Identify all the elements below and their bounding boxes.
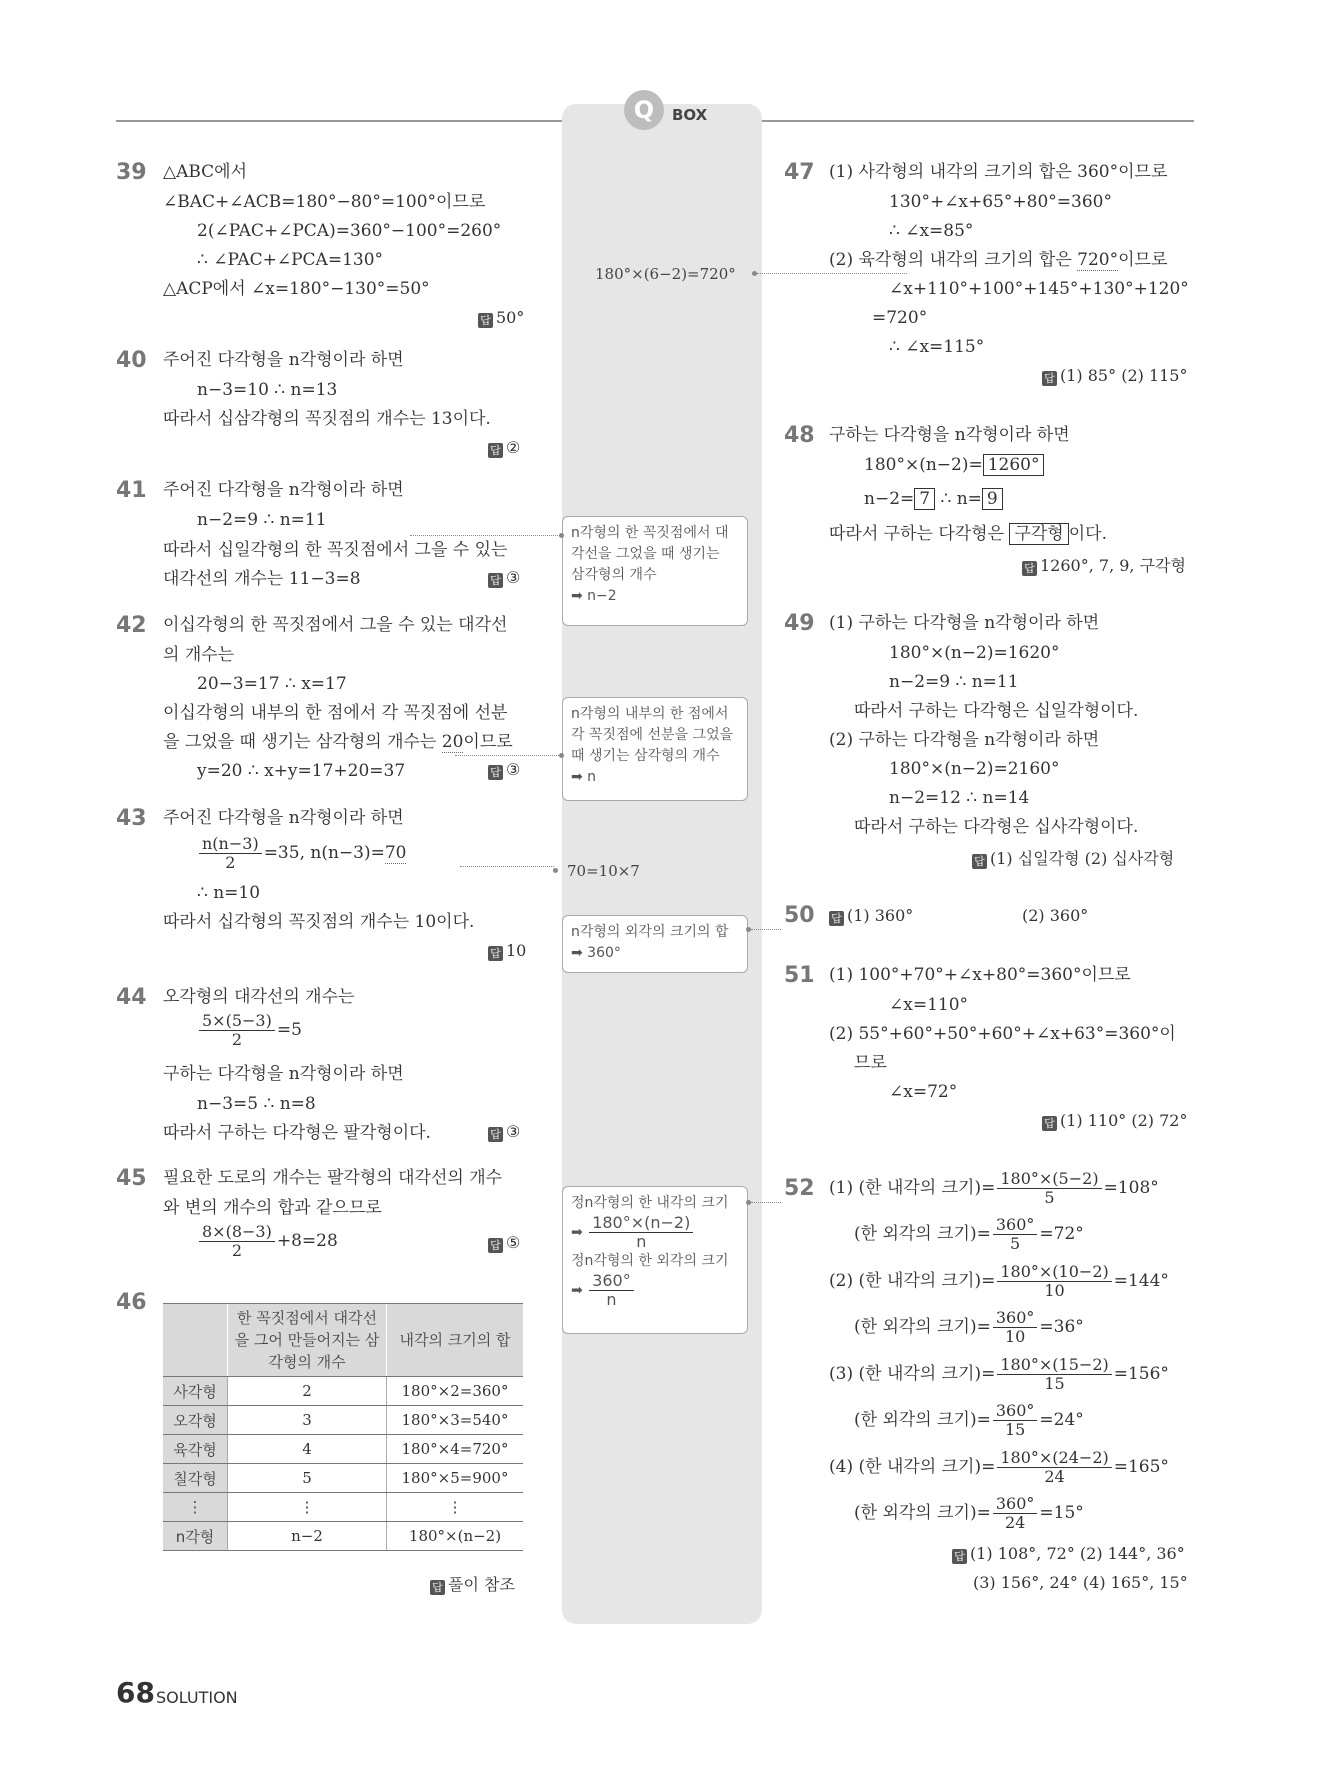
table-cell: 2: [228, 1377, 387, 1406]
solution-line: $\frac{8\times(8-3)}{2}$ +8=28: [197, 1223, 338, 1260]
solution-line: 따라서 십일각형의 한 꼭짓점에서 그을 수 있는: [163, 540, 508, 560]
problem-number: 41: [116, 478, 147, 503]
problem-number: 51: [784, 963, 815, 988]
table-cell: 180°×(n−2): [387, 1522, 524, 1551]
leader-line: [410, 535, 560, 536]
answer: 답 (1) 360°: [829, 906, 913, 926]
answer: 답 50°: [478, 308, 524, 328]
solution-line: 의 개수는: [163, 645, 235, 665]
answer: 답 1260°, 7, 9, 구각형: [1022, 553, 1186, 576]
fraction: $\frac{180^\circ\times(n-2)}{n}$: [589, 1214, 693, 1251]
table-header-row: [163, 1304, 523, 1377]
table-cell: 5: [228, 1464, 387, 1493]
solution-line: 따라서 십각형의 꼭짓점의 개수는 10이다.: [163, 912, 475, 932]
table-cell: 칠각형: [163, 1464, 228, 1493]
table-cell: 180°×4=720°: [387, 1435, 524, 1464]
table-row: [163, 1406, 523, 1435]
problem-number: 48: [784, 423, 815, 448]
tip-box: n각형의 내부의 한 점에서 각 꼭짓점에 선분을 그었을 때 생기는 삼각형의 개수 ➡ n: [562, 697, 748, 801]
answer: 답 (1) 85° (2) 115°: [1042, 366, 1187, 386]
answer: 답 10: [488, 941, 526, 961]
answer-mark-icon: 답: [1022, 561, 1037, 576]
leader-line: [757, 273, 907, 274]
answer-mark-icon: 답: [488, 573, 503, 588]
solution-line: 따라서 구하는 다각형은 구각형 이다.: [829, 524, 1107, 544]
problem-number: 42: [116, 613, 147, 638]
tip-box: n각형의 한 꼭짓점에서 대 각선을 그었을 때 생기는 삼각형의 개수 ➡ n−2: [562, 516, 748, 626]
solution-line: 따라서 구하는 다각형은 팔각형이다.: [163, 1123, 431, 1143]
answer: 답 (1) 110° (2) 72°: [1042, 1111, 1187, 1131]
table-cell: 육각형: [163, 1435, 228, 1464]
solution-line: $\frac{5\times(5-3)}{2}$ =5: [197, 1012, 302, 1049]
table-cell: n각형: [163, 1522, 228, 1551]
leader-line: [460, 866, 554, 867]
footer-label: SOLUTION: [156, 1688, 238, 1707]
answer-mark-icon: 답: [430, 1580, 445, 1595]
fraction: $\frac{5\times(5-3)}{2}$: [199, 1012, 275, 1049]
solution-line: (한 외각의 크기)= $\frac{360^\circ}{24}$ =15°: [854, 1494, 1084, 1532]
solution-line: $\frac{n(n-3)}{2}$ =35, n(n−3)=70: [197, 835, 406, 872]
blank-box: 7: [914, 488, 935, 510]
blank-box: 9: [982, 488, 1003, 510]
solution-line: 주어진 다각형을 n각형이라 하면: [163, 808, 404, 828]
solution-line: 130°+∠x+65°+80°=360°: [889, 192, 1112, 212]
solution-line: 이십각형의 한 꼭짓점에서 그을 수 있는 대각선: [163, 615, 508, 635]
problem-number: 50: [784, 903, 815, 928]
fraction: $\frac{8\times(8-3)}{2}$: [199, 1223, 275, 1260]
table-cell: ⋮: [163, 1493, 228, 1522]
leader-line: [455, 755, 559, 756]
solution-line: 20−3=17 ∴ x=17: [197, 674, 347, 694]
problem-number: 39: [116, 160, 147, 185]
answer-mark-icon: 답: [829, 911, 844, 926]
table-cell: ⋮: [387, 1493, 524, 1522]
solution-line: 주어진 다각형을 n각형이라 하면: [163, 480, 404, 500]
answer-mark-icon: 답: [952, 1549, 967, 1564]
blank-box: 구각형: [1009, 523, 1068, 545]
leader-dot: [553, 868, 558, 873]
answer-mark-icon: 답: [478, 313, 493, 328]
answer: 답 ②: [488, 438, 520, 458]
answer: 답 풀이 참조: [430, 1572, 515, 1595]
answer-mark-icon: 답: [488, 765, 503, 780]
qbox-badge: Q: [624, 90, 664, 130]
fraction: $\frac{360^\circ}{5}$: [993, 1216, 1038, 1253]
page-number: 68: [116, 1676, 155, 1709]
solution-line: 오각형의 대각선의 개수는: [163, 987, 355, 1007]
problem-number: 43: [116, 806, 147, 831]
solution-line: (4) (한 내각의 크기)= $\frac{180^\circ\times(24-2)}{24}$ =165°: [829, 1448, 1169, 1486]
solution-line: n−3=5 ∴ n=8: [197, 1094, 316, 1114]
solution-line: (2) (한 내각의 크기)= $\frac{180^\circ\times(10-2)}{10}$ =144°: [829, 1262, 1169, 1300]
table-cell: 4: [228, 1435, 387, 1464]
solution-line: 180°×(n−2)=1620°: [889, 643, 1060, 663]
fraction: $\frac{180^\circ\times(5-2)}{5}$: [997, 1170, 1101, 1207]
answer: 답 ③: [488, 760, 520, 780]
answer-part: (3) 156°, 24° (4) 165°, 15°: [973, 1573, 1188, 1592]
table-header: 한 꼭짓점에서 대각선을 그어 만들어지는 삼각형의 개수: [228, 1304, 387, 1377]
solution-line: 2(∠PAC+∠PCA)=360°−100°=260°: [197, 221, 502, 241]
table-cell: 오각형: [163, 1406, 228, 1435]
answer: 답 (1) 십일각형 (2) 십사각형: [972, 846, 1174, 869]
problem-number: 46: [116, 1290, 147, 1315]
solution-line: (1) (한 내각의 크기)= $\frac{180^\circ\times(5-2)}{5}$ =108°: [829, 1169, 1159, 1207]
solution-line: ∠x+110°+100°+145°+130°+120°: [889, 279, 1189, 299]
solution-line: ∴ ∠x=115°: [889, 337, 985, 357]
solution-line: ∴ n=10: [197, 883, 261, 903]
table-row: [163, 1377, 523, 1406]
fraction: $\frac{360^\circ}{10}$: [993, 1309, 1038, 1346]
solution-line: 대각선의 개수는 11−3=8: [163, 569, 361, 589]
solution-line: (1) 100°+70°+∠x+80°=360°이므로: [829, 965, 1131, 985]
fraction: $\frac{180^\circ\times(15-2)}{15}$: [997, 1356, 1111, 1393]
leader-line: [751, 1202, 781, 1203]
solution-line: (한 외각의 크기)= $\frac{360^\circ}{5}$ =72°: [854, 1215, 1084, 1253]
solution-line: n−2=9 ∴ n=11: [889, 672, 1019, 692]
leader-dot: [559, 753, 564, 758]
solution-line: n−2= 7 ∴ n= 9: [864, 488, 1003, 510]
table-row: [163, 1522, 523, 1551]
leader-line: [751, 929, 781, 930]
solution-line: 므로: [854, 1053, 887, 1073]
table-header: [163, 1304, 228, 1377]
underlined-term: 70: [384, 843, 407, 863]
solution-line: ∴ ∠PAC+∠PCA=130°: [197, 250, 384, 270]
solution-line: 따라서 구하는 다각형은 십사각형이다.: [854, 817, 1139, 837]
fraction: $\frac{180^\circ\times(10-2)}{10}$: [997, 1263, 1111, 1300]
underlined-term: 720°: [1077, 250, 1119, 270]
table-cell: 사각형: [163, 1377, 228, 1406]
solution-line: 구하는 다각형을 n각형이라 하면: [163, 1064, 404, 1084]
problem-number: 49: [784, 611, 815, 636]
header-rule-left: [116, 120, 562, 122]
table-row: [163, 1464, 523, 1493]
answer: 답 (1) 108°, 72° (2) 144°, 36°: [952, 1544, 1185, 1564]
solution-line: 이십각형의 내부의 한 점에서 각 꼭짓점에 선분: [163, 703, 508, 723]
solution-line: ∠x=110°: [889, 995, 969, 1015]
solution-line: ∠x=72°: [889, 1082, 958, 1102]
margin-note: 70=10×7: [567, 862, 640, 880]
solution-line: △ACP에서 ∠x=180°−130°=50°: [163, 279, 430, 299]
tip-box: n각형의 외각의 크기의 합 ➡ 360°: [562, 915, 748, 973]
solution-line: y=20 ∴ x+y=17+20=37: [197, 761, 406, 781]
fraction: $\frac{360^\circ}{n}$: [589, 1272, 634, 1309]
fraction: $\frac{360^\circ}{24}$: [993, 1495, 1038, 1532]
table-cell: 180°×2=360°: [387, 1377, 524, 1406]
fraction: $\frac{360^\circ}{15}$: [993, 1402, 1038, 1439]
solution-line: 180°×(n−2)= 1260°: [864, 454, 1044, 476]
solution-line: =720°: [872, 308, 928, 328]
tip-box: 정n각형의 한 내각의 크기 ➡ $\frac{180^\circ\times(n-2)}{n}$ 정n각형의 한 외각의 크기 ➡ $\frac{360^\circ}{n}$: [562, 1186, 748, 1334]
solution-line: (2) 구하는 다각형을 n각형이라 하면: [829, 730, 1100, 750]
solution-line: n−2=9 ∴ n=11: [197, 510, 327, 530]
solution-line: 와 변의 개수의 합과 같으므로: [163, 1198, 382, 1218]
answer-mark-icon: 답: [488, 946, 503, 961]
margin-note: 180°×(6−2)=720°: [595, 265, 736, 283]
answer-mark-icon: 답: [972, 854, 987, 869]
solution-line: (2) 55°+60°+50°+60°+∠x+63°=360°이: [829, 1024, 1176, 1044]
problem-number: 45: [116, 1166, 147, 1191]
answer-mark-icon: 답: [1042, 1116, 1057, 1131]
solution-line: (2) 육각형의 내각의 크기의 합은 720°이므로: [829, 250, 1168, 270]
solution-line: 주어진 다각형을 n각형이라 하면: [163, 350, 404, 370]
solution-line: 을 그었을 때 생기는 삼각형의 개수는 20이므로: [163, 732, 513, 752]
table-cell: 180°×5=900°: [387, 1464, 524, 1493]
solution-line: (1) 구하는 다각형을 n각형이라 하면: [829, 613, 1100, 633]
solution-line: 따라서 십삼각형의 꼭짓점의 개수는 13이다.: [163, 409, 491, 429]
table-cell: ⋮: [228, 1493, 387, 1522]
solution-line: n−2=12 ∴ n=14: [889, 788, 1030, 808]
solution-line: △ABC에서: [163, 162, 248, 182]
header-rule-right: [762, 120, 1194, 122]
answer-mark-icon: 답: [488, 443, 503, 458]
table-cell: n−2: [228, 1522, 387, 1551]
table-header: 내각의 크기의 합: [387, 1304, 524, 1377]
solution-line: 따라서 구하는 다각형은 십일각형이다.: [854, 701, 1139, 721]
answer: 답 ③: [488, 568, 520, 588]
solution-line: ∠BAC+∠ACB=180°−80°=100°이므로: [163, 192, 486, 212]
solution-line: (1) 사각형의 내각의 크기의 합은 360°이므로: [829, 162, 1168, 182]
solution-line: (한 외각의 크기)= $\frac{360^\circ}{15}$ =24°: [854, 1401, 1084, 1439]
problem-number: 44: [116, 985, 147, 1010]
answer-mark-icon: 답: [488, 1238, 503, 1253]
answer-mark-icon: 답: [1042, 371, 1057, 386]
solution-line: (한 외각의 크기)= $\frac{360^\circ}{10}$ =36°: [854, 1308, 1084, 1346]
table-row: [163, 1493, 523, 1522]
solution-line: (3) (한 내각의 크기)= $\frac{180^\circ\times(15-2)}{15}$ =156°: [829, 1355, 1169, 1393]
solution-line: n−3=10 ∴ n=13: [197, 380, 338, 400]
blank-box: 1260°: [983, 454, 1045, 476]
polygon-table: [163, 1303, 523, 1551]
answer: 답 ⑤: [488, 1233, 520, 1253]
table-row: [163, 1435, 523, 1464]
answer-mark-icon: 답: [488, 1127, 503, 1142]
fraction: $\frac{180^\circ\times(24-2)}{24}$: [997, 1449, 1111, 1486]
problem-number: 52: [784, 1176, 815, 1201]
table-cell: 3: [228, 1406, 387, 1435]
problem-number: 40: [116, 348, 147, 373]
problem-number: 47: [784, 160, 815, 185]
underlined-term: 20: [441, 732, 464, 752]
qbox-label: BOX: [672, 106, 708, 124]
solution-line: ∴ ∠x=85°: [889, 221, 974, 241]
solution-line: 180°×(n−2)=2160°: [889, 759, 1060, 779]
solution-line: 구하는 다각형을 n각형이라 하면: [829, 425, 1070, 445]
table-cell: 180°×3=540°: [387, 1406, 524, 1435]
fraction: $\frac{n(n-3)}{2}$: [199, 835, 262, 872]
answer-part: (2) 360°: [1022, 906, 1089, 925]
solution-line: 필요한 도로의 개수는 팔각형의 대각선의 개수: [163, 1168, 503, 1188]
answer: 답 ③: [488, 1122, 520, 1142]
